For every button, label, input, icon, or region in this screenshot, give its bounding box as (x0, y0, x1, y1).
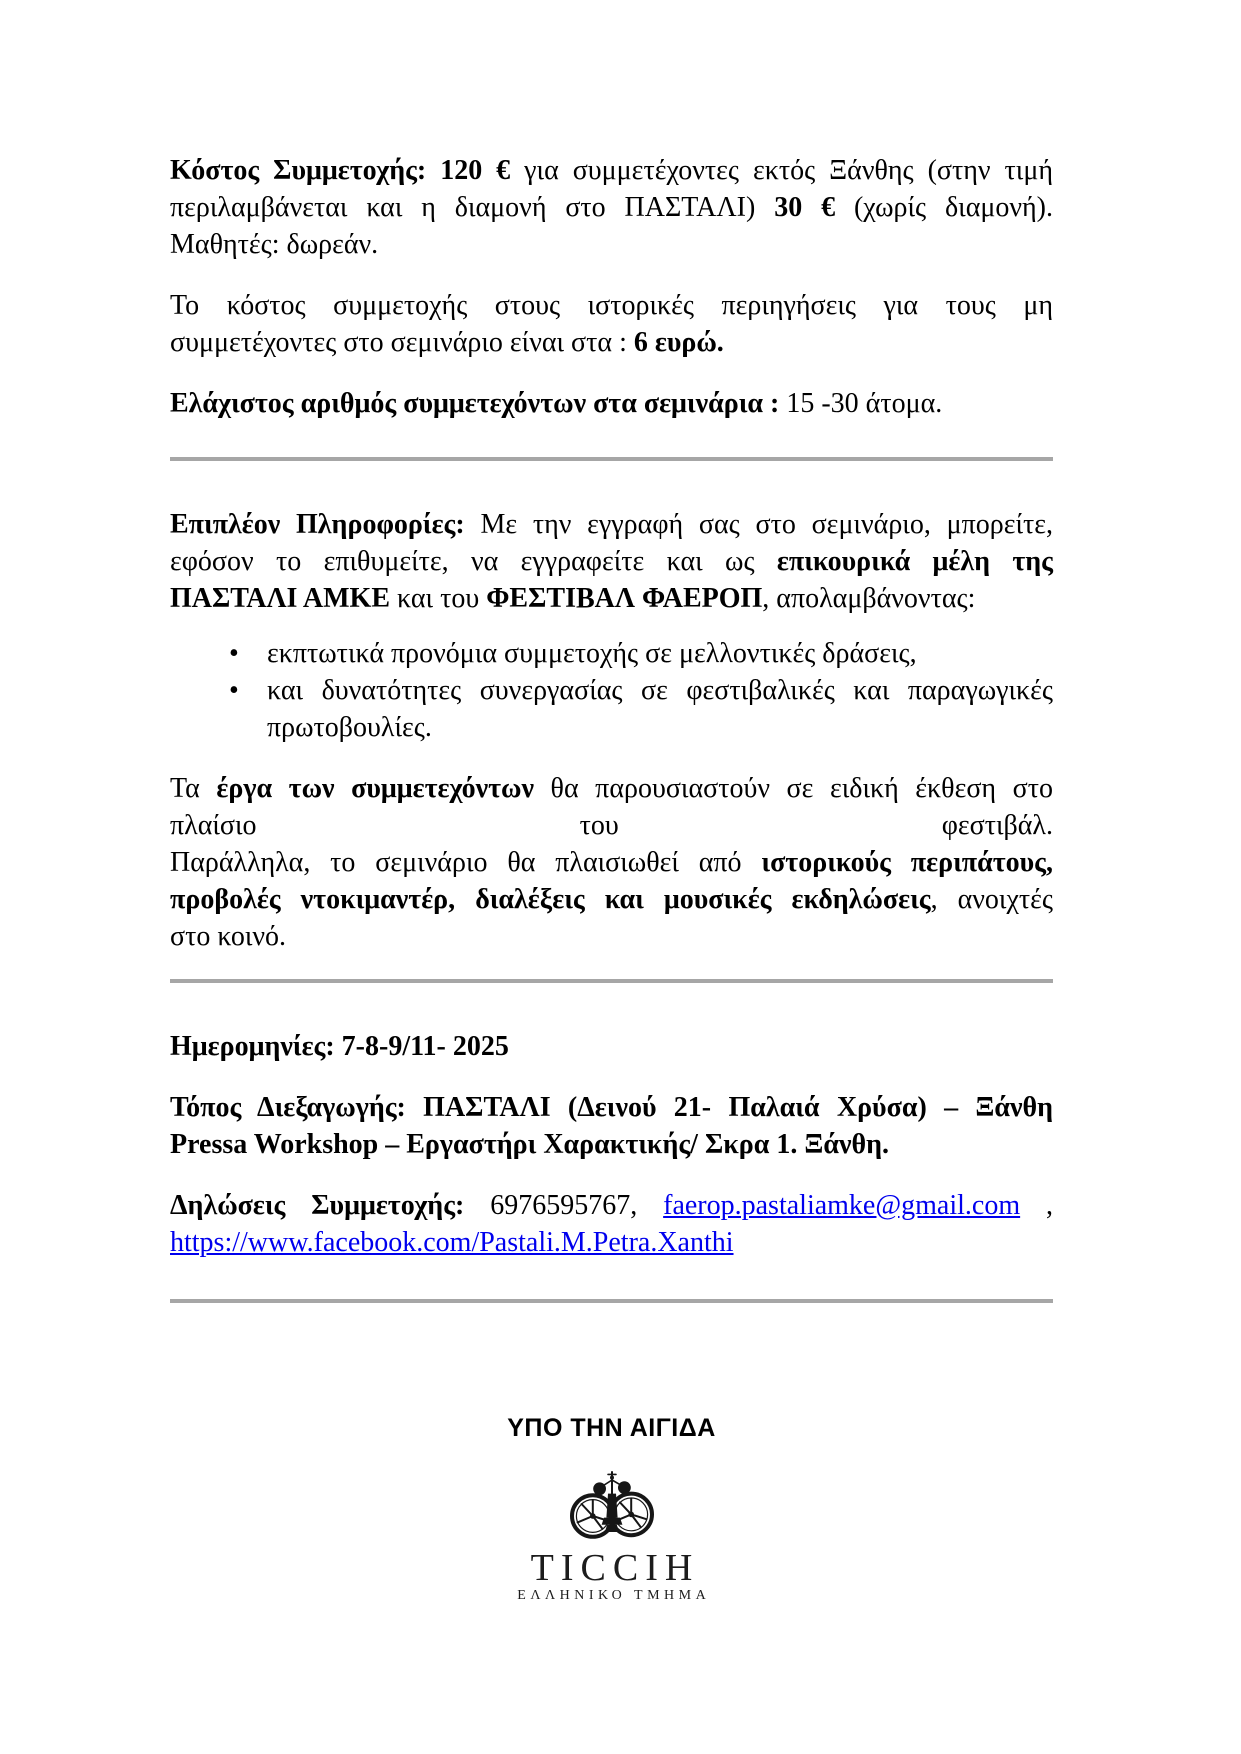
text-run: πρωτοβουλίες. (267, 712, 432, 743)
text-run: , ανοιχτές (930, 884, 1053, 915)
text-run: Δηλώσεις Συμμετοχής: (170, 1190, 465, 1221)
text-run: 30 € (774, 192, 836, 223)
text-run: εφόσον το επιθυμείτε, να εγγραφείτε και ως (170, 546, 777, 577)
text-line (170, 1224, 1053, 1261)
text-line (170, 844, 1053, 881)
text-line (170, 385, 1053, 422)
text-line (170, 506, 1053, 543)
paragraph-works (170, 770, 1053, 955)
document-body (170, 152, 1053, 1605)
text-run: 6 ευρώ. (633, 327, 724, 358)
text-run: θα παρουσιαστούν σε ειδική έκθεση στο (533, 773, 1053, 804)
text-line (170, 324, 1053, 361)
text-run: στο κοινό. (170, 921, 287, 952)
text-run: έργα των συμμετεχόντων (216, 773, 534, 804)
text-run: , (1020, 1190, 1054, 1221)
paragraph-extra-info (170, 506, 1053, 617)
text-line (170, 807, 1053, 844)
text-run: (χωρίς διαμονή). (835, 192, 1054, 223)
text-line (170, 918, 1053, 955)
text-run: επικουρικά μέλη της (776, 546, 1053, 577)
paragraph-dates (170, 1028, 1053, 1065)
paragraph-cost (170, 152, 1053, 263)
text-run: Το κόστος συμμετοχής στους ιστορικές περιηγήσεις για τους μη (170, 290, 1053, 321)
text-line (170, 770, 1053, 807)
section-divider (170, 1299, 1053, 1303)
paragraph-venue (170, 1089, 1053, 1163)
section-divider (170, 979, 1053, 983)
text-line (267, 709, 1053, 746)
text-run: εκπτωτικά προνόμια συμμετοχής σε μελλοντικές δράσεις, (267, 638, 917, 669)
text-run: του (579, 810, 942, 841)
text-run: περιλαμβάνεται και η διαμονή στο ΠΑΣΤΑΛΙ) (170, 192, 775, 223)
aegis-heading: ΥΠΟ ΤΗΝ ΑΙΓΙΔΑ (507, 1414, 716, 1442)
text-run: Τα (170, 773, 217, 804)
ticcih-logo-subtitle: ΕΛΛΗΝΙΚΟ ΤΜΗΜΑ (517, 1588, 711, 1603)
ticcih-logo-name: TICCIH (530, 1547, 700, 1589)
text-run: Κόστος Συμμετοχής: 120 € (170, 155, 525, 186)
paragraph-registration (170, 1187, 1053, 1261)
ticcih-logo (170, 1469, 1053, 1605)
list-item (267, 635, 1053, 672)
text-run: συμμετέχοντες στο σεμινάριο είναι στα : (170, 327, 634, 358)
text-line (170, 1126, 1053, 1163)
email-link[interactable]: faerop.pastaliamke@gmail.com (663, 1190, 1021, 1221)
text-run: πλαίσιο (170, 810, 580, 841)
text-line (170, 580, 1053, 617)
text-run: Ελάχιστος αριθμός συμμετεχόντων στα σεμινάρια : (170, 388, 780, 419)
text-run: και του (390, 583, 487, 614)
text-line (170, 189, 1053, 226)
text-line (170, 287, 1053, 324)
text-run: Με την εγγραφή σας στο σεμινάριο, μπορείτε, (464, 509, 1054, 540)
text-run: και δυνατότητες συνεργασίας σε φεστιβαλικές και παραγωγικές (267, 675, 1053, 706)
text-run: για συμμετέχοντες εκτός Ξάνθης (στην τιμή (524, 155, 1053, 186)
text-run: ΠΑΣΤΑΛΙ ΑΜΚΕ (170, 583, 391, 614)
section-divider (170, 457, 1053, 461)
facebook-link[interactable]: https://www.facebook.com/Pastali.M.Petra.Xanthi (170, 1227, 734, 1258)
text-run: 6976595767, (464, 1190, 664, 1221)
text-run: Pressa Workshop – Εργαστήρι Χαρακτικής/ Σκρα 1. Ξάνθη. (170, 1129, 890, 1160)
text-line (170, 1028, 1053, 1065)
text-run: Μαθητές: δωρεάν. (170, 229, 379, 260)
text-line (170, 543, 1053, 580)
text-run: Επιπλέον Πληροφορίες: (170, 509, 465, 540)
text-run: φεστιβάλ. (941, 810, 1053, 841)
text-run: Παράλληλα, το σεμινάριο θα πλαισιωθεί από (170, 847, 762, 878)
paragraph-tour-cost (170, 287, 1053, 361)
text-run: Τόπος Διεξαγωγής: ΠΑΣΤΑΛΙ (Δεινού 21- Παλαιά Χρύσα) – Ξάνθη (170, 1092, 1053, 1123)
text-line (267, 672, 1053, 709)
paragraph-min-participants (170, 385, 1053, 422)
text-line (170, 881, 1053, 918)
benefits-list (170, 635, 1053, 746)
text-run: 15 -30 άτομα. (779, 388, 943, 419)
text-run: προβολές ντοκιμαντέρ, διαλέξεις και μουσικές εκδηλώσεις (170, 884, 931, 915)
text-run: , απολαμβάνοντας: (762, 583, 976, 614)
text-run: Ημερομηνίες: 7-8-9/11- 2025 (170, 1031, 509, 1062)
text-line (170, 1187, 1053, 1224)
text-line (170, 152, 1053, 189)
text-run: ΦΕΣΤΙΒΑΛ ΦΑΕΡΟΠ (486, 583, 763, 614)
text-line (267, 635, 1053, 672)
text-run: ιστορικούς περιπάτους, (761, 847, 1053, 878)
text-line (170, 226, 1053, 263)
text-line (170, 1089, 1053, 1126)
ticcih-emblem-icon (564, 1469, 660, 1547)
list-item (267, 672, 1053, 746)
